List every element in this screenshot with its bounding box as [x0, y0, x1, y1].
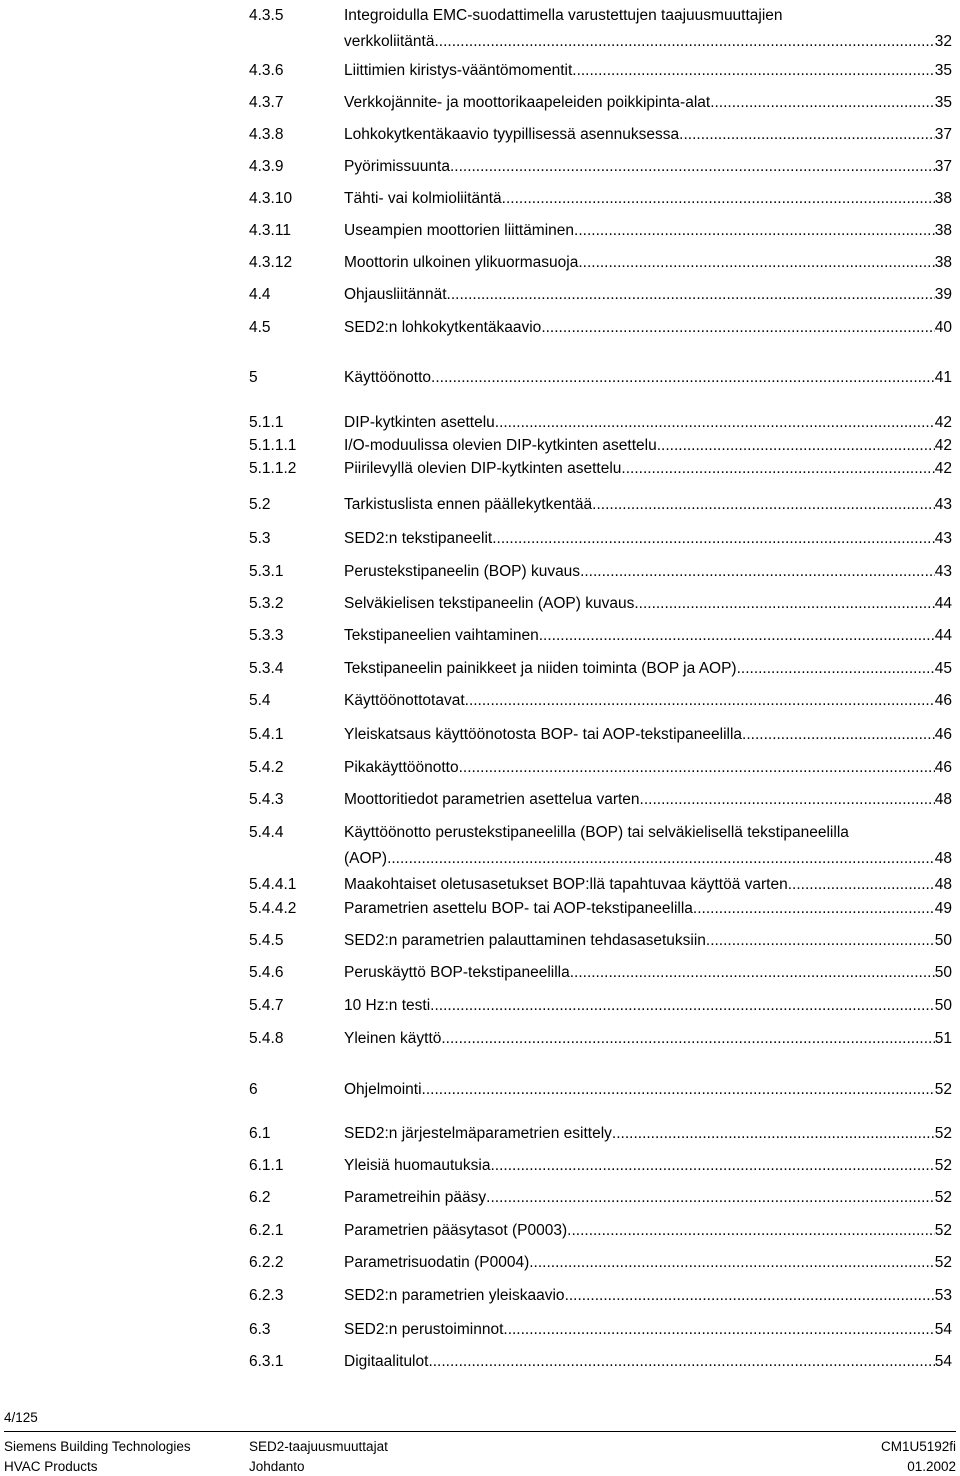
toc-dot-leader: [428, 1350, 934, 1374]
toc-dot-leader: [450, 155, 935, 179]
toc-page-number: 43: [934, 530, 952, 547]
toc-dot-leader: [788, 873, 935, 897]
toc-dot-leader: [431, 366, 935, 390]
toc-page-number: 48: [934, 876, 952, 893]
toc-section-number: 5.4.4.1: [249, 876, 297, 893]
toc-line: [344, 657, 952, 681]
toc-section-number: 4.4: [249, 286, 271, 303]
toc-dot-leader: [387, 847, 935, 871]
toc-section-number: 5.4.5: [249, 932, 284, 949]
toc-dot-leader: [679, 123, 935, 147]
page-number: 4/125: [4, 1410, 38, 1425]
toc-section-number: 4.3.7: [249, 94, 284, 111]
toc-line: [344, 1219, 952, 1243]
toc-dot-leader: [459, 756, 935, 780]
toc-page-number: 41: [934, 369, 952, 386]
toc-line: [344, 1078, 952, 1102]
toc-dot-leader: [737, 657, 935, 681]
footer-company: Siemens Building Technologies: [4, 1439, 191, 1454]
toc-title: Tekstipaneelin painikkeet ja niiden toiminta (BOP ja AOP): [344, 660, 737, 677]
toc-section-number: 4.5: [249, 319, 271, 336]
toc-section-number: 6.3: [249, 1321, 271, 1338]
toc-section-number: 5.4.6: [249, 964, 284, 981]
toc-dot-leader: [492, 527, 935, 551]
toc-section-number: 4.3.6: [249, 62, 284, 79]
toc-section-number: 5.1.1.1: [249, 437, 297, 454]
toc-dot-leader: [621, 457, 934, 481]
toc-page-number: 42: [934, 437, 952, 454]
toc-dot-leader: [567, 1219, 935, 1243]
toc-dot-leader: [570, 961, 935, 985]
toc-section-number: 5.1.1.2: [249, 460, 297, 477]
toc-page-number: 52: [934, 1254, 952, 1271]
toc-dot-leader: [578, 251, 934, 275]
toc-dot-leader: [580, 560, 935, 584]
toc-page-number: 40: [934, 319, 952, 336]
toc-title: Moottorin ulkoinen ylikuormasuoja: [344, 254, 579, 271]
toc-section-number: 4.3.11: [249, 222, 291, 239]
toc-title: SED2:n tekstipaneelit: [344, 530, 493, 547]
toc-title-first-line: Integroidulla EMC-suodattimella varustettujen taajuusmuuttajien: [344, 7, 783, 24]
toc-line: [344, 756, 952, 780]
toc-dot-leader: [541, 316, 934, 340]
toc-page-number: 48: [934, 850, 952, 867]
toc-page-number: 42: [934, 460, 952, 477]
toc-line: [344, 187, 952, 211]
toc-line: [344, 493, 952, 517]
toc-section-number: 4.3.12: [249, 254, 293, 271]
toc-title: Parametrisuodatin (P0004): [344, 1254, 530, 1271]
toc-title: Lohkokytkentäkaavio tyypillisessä asennuksessa: [344, 126, 680, 143]
toc-title: Ohjausliitännät: [344, 286, 447, 303]
toc-title: Verkkojännite- ja moottorikaapeleiden poikkipinta-alat: [344, 94, 711, 111]
toc-page-number: 52: [934, 1189, 952, 1206]
toc-section-number: 5.4.8: [249, 1030, 284, 1047]
toc-page-number: 50: [934, 932, 952, 949]
toc-section-number: 5: [249, 369, 258, 386]
toc-page-number: 44: [934, 595, 952, 612]
toc-title: verkkoliitäntä: [344, 33, 435, 50]
toc-page-number: 35: [934, 62, 952, 79]
toc-dot-leader: [640, 788, 935, 812]
toc-title: SED2:n järjestelmäparametrien esittely: [344, 1125, 612, 1142]
toc-title: Käyttöönottotavat: [344, 692, 465, 709]
toc-dot-leader: [565, 1284, 935, 1308]
toc-line: [344, 219, 952, 243]
toc-dot-leader: [742, 723, 935, 747]
toc-title: Moottoritiedot parametrien asettelua varten: [344, 791, 640, 808]
toc-page-number: 35: [934, 94, 952, 111]
toc-page-number: 52: [934, 1125, 952, 1142]
toc-line: [344, 1284, 952, 1308]
toc-section-number: 6.3.1: [249, 1353, 284, 1370]
toc-title: Pyörimissuunta: [344, 158, 450, 175]
toc-title: Käyttöönotto: [344, 369, 432, 386]
toc-section-number: 4.3.10: [249, 190, 293, 207]
footer-document-number: CM1U5192fi: [880, 1439, 956, 1454]
toc-section-number: 5.4: [249, 692, 271, 709]
toc-title: SED2:n parametrien yleiskaavio: [344, 1287, 565, 1304]
toc-section-number: 5.4.4.2: [249, 900, 297, 917]
toc-line: [344, 527, 952, 551]
toc-line: [344, 1350, 952, 1374]
toc-line: [344, 723, 952, 747]
footer-division: HVAC Products: [4, 1459, 98, 1474]
toc-page-number: 52: [934, 1222, 952, 1239]
toc-page-number: 38: [934, 190, 952, 207]
toc-page-number: 44: [934, 627, 952, 644]
toc-page-number: 46: [934, 759, 952, 776]
toc-page-number: 32: [934, 33, 952, 50]
toc-line: [344, 30, 952, 54]
footer-date: 01.2002: [907, 1459, 956, 1474]
toc-title: Tarkistuslista ennen päällekytkentää: [344, 496, 593, 513]
toc-page-number: 42: [934, 414, 952, 431]
toc-section-number: 5.4.4: [249, 824, 284, 841]
toc-line: [344, 873, 952, 897]
toc-section-number: 5.4.1: [249, 726, 284, 743]
toc-dot-leader: [572, 59, 934, 83]
toc-page-number: 43: [934, 496, 952, 513]
toc-title: Parametreihin pääsy: [344, 1189, 487, 1206]
toc-title: Pikakäyttöönotto: [344, 759, 459, 776]
toc-title: Yleinen käyttö: [344, 1030, 442, 1047]
toc-section-number: 6.1.1: [249, 1157, 284, 1174]
footer-divider: [4, 1431, 956, 1432]
toc-line: [344, 1154, 952, 1178]
toc-page-number: 52: [934, 1157, 952, 1174]
toc-page-number: 51: [934, 1030, 952, 1047]
toc-dot-leader: [574, 219, 935, 243]
toc-line: [344, 91, 952, 115]
toc-dot-leader: [490, 1154, 934, 1178]
toc-line: [344, 1027, 952, 1051]
toc-page-number: 54: [934, 1353, 952, 1370]
toc-title: Ohjelmointi: [344, 1081, 422, 1098]
toc-title: 10 Hz:n testi: [344, 997, 431, 1014]
toc-dot-leader: [612, 1122, 935, 1146]
toc-dot-leader: [447, 283, 935, 307]
footer-section: Johdanto: [249, 1459, 305, 1474]
toc-dot-leader: [706, 929, 935, 953]
toc-line: [344, 1251, 952, 1275]
toc-line: [344, 316, 952, 340]
toc-title: Selväkielisen tekstipaneelin (AOP) kuvaus: [344, 595, 635, 612]
toc-page-number: 43: [934, 563, 952, 580]
toc-dot-leader: [486, 1186, 935, 1210]
toc-line: [344, 1122, 952, 1146]
toc-line: [344, 624, 952, 648]
toc-dot-leader: [693, 897, 935, 921]
toc-section-number: 5.3.1: [249, 563, 284, 580]
toc-line: [344, 411, 952, 435]
toc-title: Liittimien kiristys-vääntömomentit: [344, 62, 573, 79]
toc-line: [344, 897, 952, 921]
toc-dot-leader: [710, 91, 935, 115]
toc-title: Parametrien asettelu BOP- tai AOP-tekstipaneelilla: [344, 900, 693, 917]
toc-dot-leader: [465, 689, 935, 713]
toc-dot-leader: [495, 411, 935, 435]
toc-section-number: 6.2: [249, 1189, 271, 1206]
toc-page-number: 39: [934, 286, 952, 303]
toc-line: [344, 283, 952, 307]
toc-line: [344, 592, 952, 616]
toc-title: Parametrien pääsytasot (P0003): [344, 1222, 568, 1239]
toc-title: Digitaalitulot: [344, 1353, 429, 1370]
toc-line: [344, 457, 952, 481]
toc-page-number: 46: [934, 726, 952, 743]
toc-line: [344, 366, 952, 390]
toc-section-number: 5.1.1: [249, 414, 284, 431]
toc-line: [344, 155, 952, 179]
toc-line: [344, 847, 952, 871]
toc-section-number: 5.4.7: [249, 997, 284, 1014]
toc-page-number: 37: [934, 158, 952, 175]
toc-title: Maakohtaiset oletusasetukset BOP:llä tapahtuvaa käyttöä varten: [344, 876, 788, 893]
toc-page-number: 46: [934, 692, 952, 709]
toc-title-first-line: Käyttöönotto perustekstipaneelilla (BOP) tai selväkielisellä tekstipaneelilla: [344, 824, 849, 841]
toc-line: [344, 123, 952, 147]
toc-line: [344, 59, 952, 83]
toc-title: Tähti- vai kolmioliitäntä: [344, 190, 502, 207]
toc-section-number: 4.3.5: [249, 7, 284, 24]
toc-dot-leader: [430, 994, 935, 1018]
toc-title: Yleisiä huomautuksia: [344, 1157, 491, 1174]
toc-page-number: 54: [934, 1321, 952, 1338]
toc-dot-leader: [592, 493, 935, 517]
toc-dot-leader: [441, 1027, 934, 1051]
toc-title: Piirilevyllä olevien DIP-kytkinten asettelu: [344, 460, 622, 477]
toc-section-number: 5.3.2: [249, 595, 284, 612]
toc-dot-leader: [422, 1078, 935, 1102]
toc-line: [344, 689, 952, 713]
toc-page-number: 45: [934, 660, 952, 677]
toc-line: [344, 560, 952, 584]
toc-title: (AOP): [344, 850, 388, 867]
toc-title: I/O-moduulissa olevien DIP-kytkinten asettelu: [344, 437, 657, 454]
toc-page-number: 50: [934, 964, 952, 981]
toc-dot-leader: [657, 434, 935, 458]
toc-dot-leader: [539, 624, 935, 648]
toc-section-number: 4.3.8: [249, 126, 284, 143]
toc-title: Useampien moottorien liittäminen: [344, 222, 575, 239]
toc-title: DIP-kytkinten asettelu: [344, 414, 495, 431]
toc-dot-leader: [529, 1251, 935, 1275]
toc-title: Perustekstipaneelin (BOP) kuvaus: [344, 563, 581, 580]
toc-section-number: 6.2.2: [249, 1254, 284, 1271]
toc-title: SED2:n perustoiminnot: [344, 1321, 504, 1338]
toc-section-number: 5.4.2: [249, 759, 284, 776]
toc-line: [344, 788, 952, 812]
toc-line: [344, 1186, 952, 1210]
toc-section-number: 5.3.3: [249, 627, 284, 644]
toc-page-number: 53: [934, 1287, 952, 1304]
toc-line: [344, 251, 952, 275]
toc-section-number: 5.3.4: [249, 660, 284, 677]
toc-section-number: 6.2.1: [249, 1222, 284, 1239]
toc-title: Peruskäyttö BOP-tekstipaneelilla: [344, 964, 570, 981]
toc-dot-leader: [634, 592, 934, 616]
toc-page-number: 49: [934, 900, 952, 917]
toc-section-number: 5.2: [249, 496, 271, 513]
toc-page-number: 52: [934, 1081, 952, 1098]
toc-section-number: 4.3.9: [249, 158, 284, 175]
toc-line: [344, 929, 952, 953]
toc-page-number: 38: [934, 222, 952, 239]
toc-page-number: 48: [934, 791, 952, 808]
toc-title: Yleiskatsaus käyttöönotosta BOP- tai AOP-tekstipaneelilla: [344, 726, 743, 743]
toc-dot-leader: [503, 1318, 934, 1342]
toc-page-number: 38: [934, 254, 952, 271]
toc-title: SED2:n parametrien palauttaminen tehdasasetuksiin: [344, 932, 706, 949]
toc-title: SED2:n lohkokytkentäkaavio: [344, 319, 542, 336]
toc-section-number: 6: [249, 1081, 258, 1098]
toc-section-number: 6.2.3: [249, 1287, 284, 1304]
toc-line: [344, 434, 952, 458]
toc-dot-leader: [502, 187, 935, 211]
toc-section-number: 6.1: [249, 1125, 271, 1142]
toc-line: [344, 961, 952, 985]
toc-line: [344, 1318, 952, 1342]
toc-section-number: 5.3: [249, 530, 271, 547]
toc-page-number: 50: [934, 997, 952, 1014]
toc-dot-leader: [434, 30, 934, 54]
toc-page-number: 37: [934, 126, 952, 143]
toc-line: [344, 994, 952, 1018]
toc-section-number: 5.4.3: [249, 791, 284, 808]
footer-product: SED2-taajuusmuuttajat: [249, 1439, 388, 1454]
toc-title: Tekstipaneelien vaihtaminen: [344, 627, 539, 644]
